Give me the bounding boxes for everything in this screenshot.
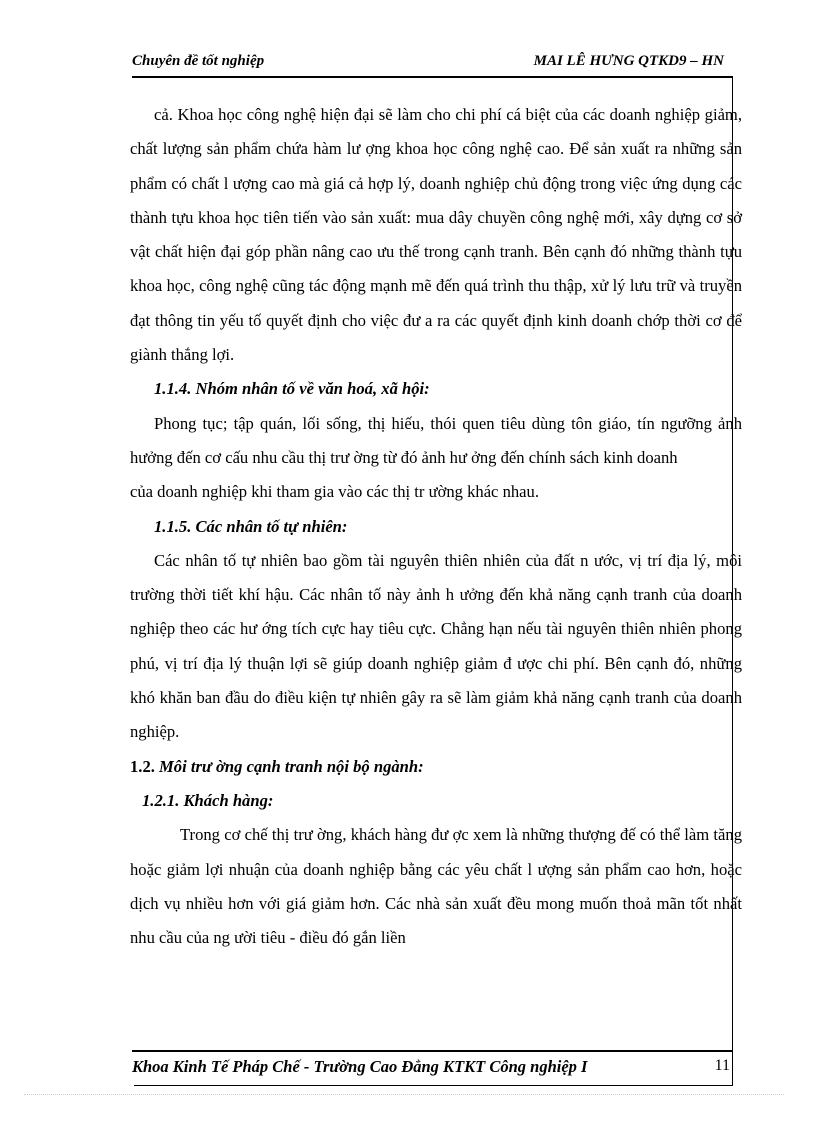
page-footer [132,1050,732,1086]
header-right-author: MAI LÊ HƯNG QTKD9 – HN [533,53,724,69]
paragraph-culture-continued: của doanh nghiệp khi tham gia vào các thị tr ường khác nhau. [130,482,539,502]
heading-1-1-5: 1.1.5. Các nhân tố tự nhiên: [154,516,348,536]
header-left-title: Chuyên đề tốt nghiệp [132,53,265,69]
page-number: 11 [714,1057,730,1074]
page-edge-dotted-line [24,1094,784,1095]
heading-1-2-title: Môi trư ờng cạnh tranh nội bộ ngành: [159,756,424,776]
paragraph-nature: Các nhân tố tự nhiên bao gồm tài nguyên thiên nhiên của đất n ước, vị trí địa lý, môi trường thời tiết khí hậu. Các nhân tố này ảnh h ưởng đến khả năng cạnh tranh của doanh nghiệp theo các hư ớng tích cực hay tiêu cực. Chẳng hạn nếu tài nguyên thiên nhiên phong phú, vị trí địa lý thuận lợi sẽ giúp doanh nghiệp giảm đ ược chi phí. Bên cạnh đó, những khó khăn ban đầu do điều kiện tự nhiên gây ra sẽ làm giảm khả năng cạnh tranh của doanh nghiệp. [130,550,742,742]
heading-1-2 [130,750,742,784]
document-body [130,98,742,955]
paragraph-culture: Phong tục; tập quán, lối sống, thị hiếu, thói quen tiêu dùng tôn giáo, tín ngưỡng ảnh hưởng đến cơ cấu nhu cầu thị trư ờng từ đó ảnh hư ởng đến chính sách kinh doanh [130,413,742,467]
page-header [132,50,732,78]
heading-1-2-number: 1.2. [130,756,160,776]
paragraph-customers: Trong cơ chế thị trư ờng, khách hàng đư ợc xem là những thượng đế có thể làm tăng hoặc giảm lợi nhuận của doanh nghiệp bằng các yêu chất l ượng sản phẩm cao hơn, hoặc dịch vụ nhiều hơn với giá giảm hơn. Các nhà sản xuất đều mong muốn thoả mãn tốt nhất nhu cầu của ng ười tiêu - điều đó gắn liền [130,825,742,948]
heading-1-1-4: 1.1.4. Nhóm nhân tố về văn hoá, xã hội: [154,379,430,399]
paragraph-technology: cả. Khoa học công nghệ hiện đại sẽ làm cho chi phí cá biệt của các doanh nghiệp giảm, chất lượng sản phẩm chứa hàm lư ợng khoa học công nghệ cao. Để sản xuất ra những sản phẩm có chất l ượng cao mà giá cả hợp lý, doanh nghiệp chủ động trong việc ứng dụng các thành tựu khoa học tiên tiến vào sản xuất: mua dây chuyền công nghệ mới, xây dựng cơ sở vật chất hiện đại góp phần nâng cao ưu thế trong cạnh tranh. Bên cạnh đó những thành tựu khoa học, công nghệ cũng tác động mạnh mẽ đến quá trình thu thập, xử lý lưu trữ và truyền đạt thông tin yếu tố quyết định cho việc đư a ra các quyết định kinh doanh chớp thời cơ để giành thắng lợi. [130,105,742,365]
footer-institution: Khoa Kinh Tế Pháp Chế - Trường Cao Đẳng KTKT Công nghiệp I [132,1057,588,1076]
heading-1-2-1: 1.2.1. Khách hàng: [142,790,274,810]
